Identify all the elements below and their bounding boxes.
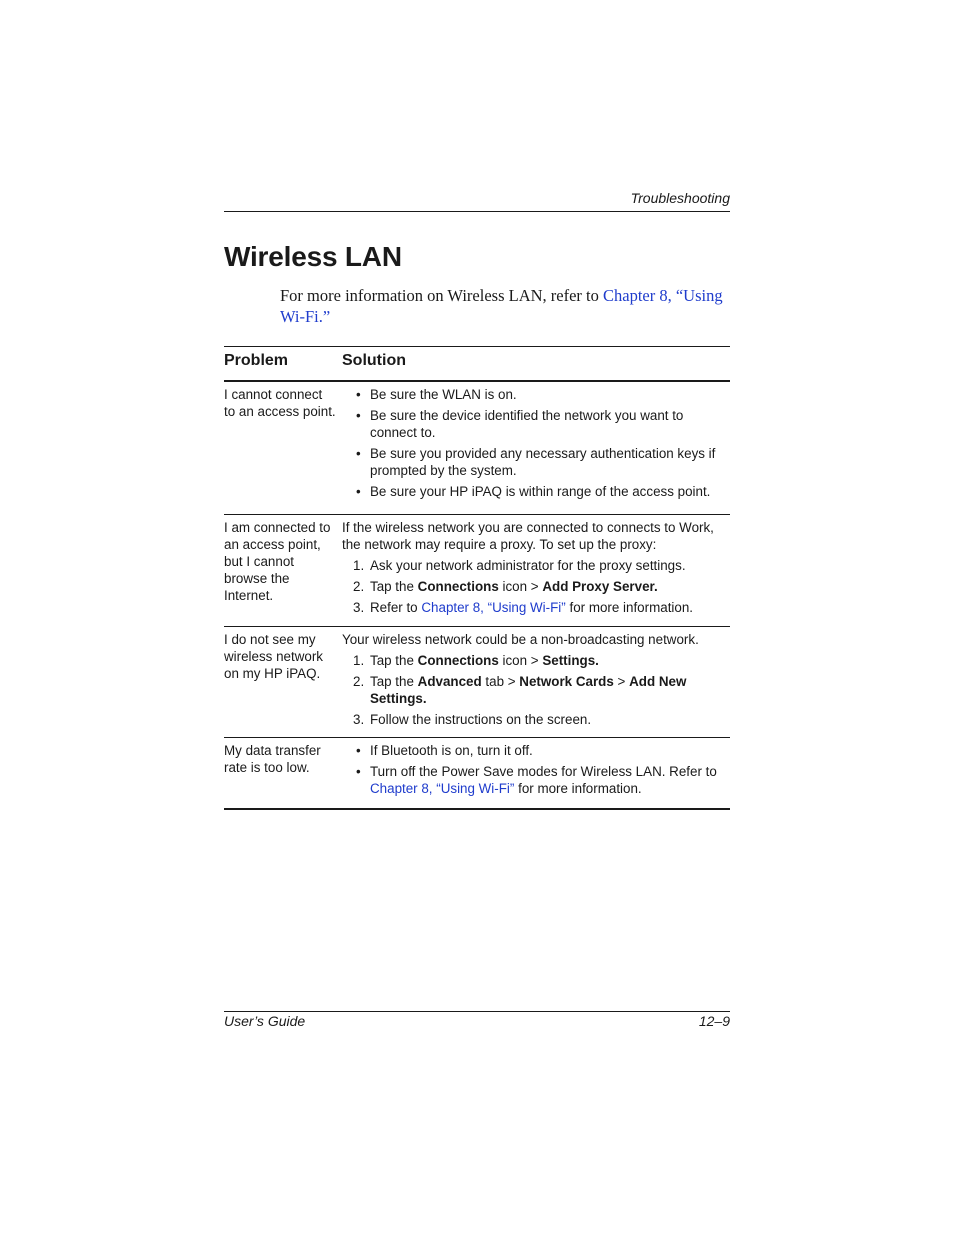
footer-rule — [224, 1011, 730, 1012]
row-divider — [224, 737, 730, 738]
list-item — [342, 763, 730, 797]
list-item — [342, 652, 730, 669]
ui-term: Connections — [417, 579, 499, 594]
column-header-solution: Solution — [342, 352, 406, 369]
list-item — [342, 386, 730, 403]
list-item-text: Ask your network administrator for the proxy settings. — [370, 558, 686, 573]
list-item-text: for more information. — [518, 781, 642, 796]
ui-term: Add New Settings. — [370, 674, 687, 706]
list-item-text: Follow the instructions on the screen. — [370, 712, 592, 727]
solution-lead: Your wireless network could be a non-broadcasting network. — [342, 632, 699, 647]
step-number: 1. — [353, 558, 365, 573]
list-item-text: If Bluetooth is on, turn it off. — [370, 743, 533, 758]
list-item-text: Turn off the Power Save modes for Wireless LAN. Refer to — [370, 764, 717, 779]
ui-term: Advanced — [417, 674, 482, 689]
page-title: Wireless LAN — [224, 241, 402, 272]
solution-cell — [342, 631, 730, 728]
problem-cell: My data transfer rate is too low. — [224, 743, 321, 775]
step-number: 1. — [353, 653, 365, 668]
solution-cell — [342, 519, 730, 616]
step-text: Tap the — [370, 579, 414, 594]
step-text: icon > — [502, 579, 539, 594]
numbered-list — [342, 652, 730, 728]
bullet-marker: • — [356, 446, 361, 461]
column-header-problem: Problem — [224, 352, 289, 369]
list-item — [342, 711, 730, 728]
solution-cell — [342, 742, 730, 797]
solution-lead: If the wireless network you are connected to connects to Work, the network may require a proxy. To set up the proxy: — [342, 520, 714, 552]
intro-paragraph — [280, 285, 730, 327]
ui-term: Add Proxy Server. — [542, 579, 658, 594]
chapter-8-link[interactable]: Chapter 8, “Using Wi-Fi” — [421, 600, 566, 615]
step-number: 3. — [353, 712, 365, 727]
table-header-rule — [224, 380, 730, 382]
step-text: for more information. — [569, 600, 694, 615]
problem-cell: I am connected to an access point, but I cannot browse the Internet. — [224, 520, 331, 603]
chapter-8-link[interactable]: Chapter 8, “Using Wi-Fi” — [370, 781, 515, 796]
problem-cell: I cannot connect to an access point. — [224, 387, 336, 419]
bullet-marker: • — [356, 408, 361, 423]
ui-term: Network Cards — [519, 674, 614, 689]
step-text: Tap the — [370, 653, 414, 668]
step-number: 2. — [353, 674, 365, 689]
list-item-text: Be sure you provided any necessary authentication keys if prompted by the system. — [370, 446, 716, 478]
bullet-marker: • — [356, 764, 361, 779]
list-item — [342, 673, 730, 707]
bullet-list — [342, 742, 730, 797]
list-item — [342, 599, 730, 616]
list-item-text: Be sure the WLAN is on. — [370, 387, 517, 402]
header-rule — [224, 211, 730, 212]
step-text: Tap the — [370, 674, 414, 689]
step-text: > — [617, 674, 626, 689]
step-text: Refer to — [370, 600, 418, 615]
row-divider — [224, 514, 730, 515]
list-item-text: Be sure the device identified the network you want to connect to. — [370, 408, 684, 440]
table-bottom-rule — [224, 808, 730, 810]
list-item — [342, 407, 730, 441]
intro-text: For more information on Wireless LAN, refer to — [280, 286, 599, 305]
bullet-list — [342, 386, 730, 500]
step-number: 3. — [353, 600, 365, 615]
row-divider — [224, 626, 730, 627]
table-top-rule — [224, 346, 730, 347]
bullet-marker: • — [356, 484, 361, 499]
step-number: 2. — [353, 579, 365, 594]
numbered-list — [342, 557, 730, 616]
problem-cell: I do not see my wireless network on my HP iPAQ. — [224, 632, 323, 681]
bullet-marker: • — [356, 387, 361, 402]
ui-term: Settings. — [542, 653, 599, 668]
list-item — [342, 445, 730, 479]
ui-term: Connections — [417, 653, 499, 668]
list-item — [342, 483, 730, 500]
list-item — [342, 557, 730, 574]
step-text: tab > — [485, 674, 516, 689]
footer-title: User’s Guide — [224, 1013, 306, 1029]
page-number: 12–9 — [698, 1013, 730, 1029]
solution-cell — [342, 386, 730, 500]
running-header: Troubleshooting — [630, 190, 730, 206]
chapter-8-link[interactable]: Chapter 8, “Using Wi-Fi.” — [280, 286, 723, 326]
list-item — [342, 742, 730, 759]
list-item — [342, 578, 730, 595]
list-item-text: Be sure your HP iPAQ is within range of the access point. — [370, 484, 711, 499]
bullet-marker: • — [356, 743, 361, 758]
step-text: icon > — [502, 653, 539, 668]
